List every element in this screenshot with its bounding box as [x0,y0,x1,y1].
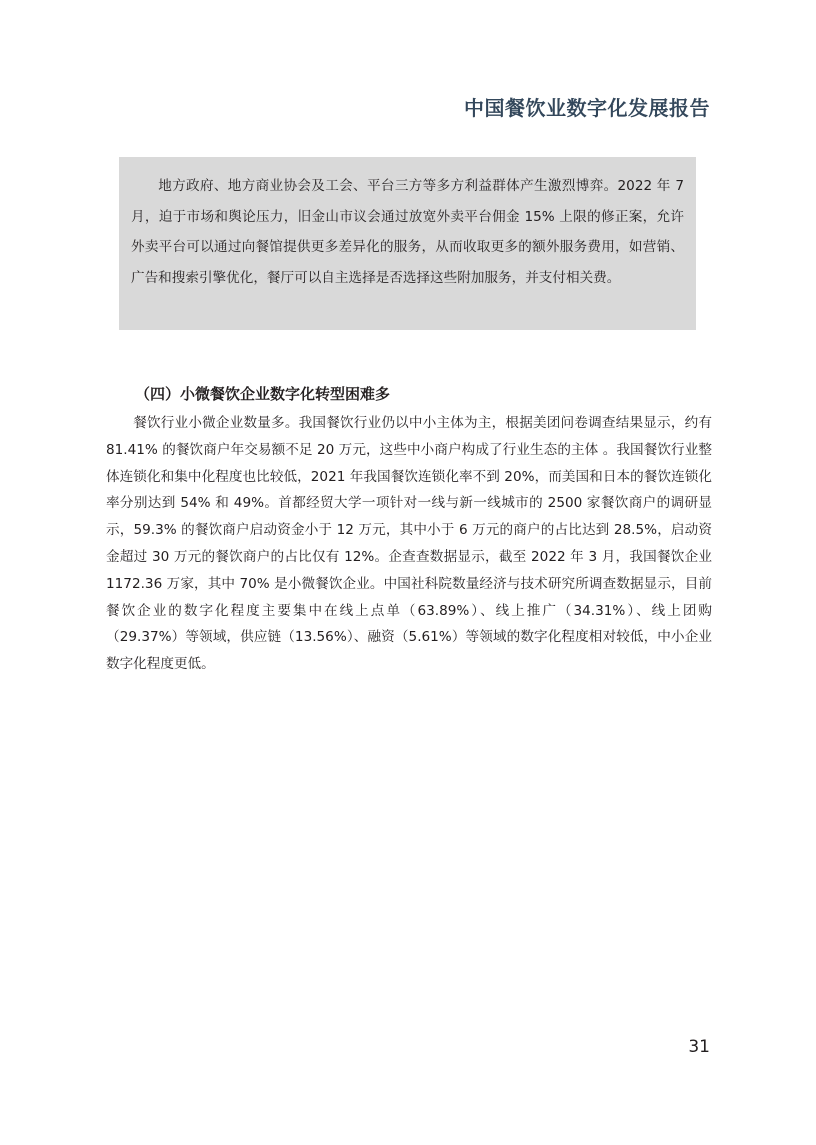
page-number: 31 [688,1037,710,1057]
report-title: 中国餐饮业数字化发展报告 [464,96,710,120]
highlight-box-text: 地方政府、地方商业协会及工会、平台三方等多方利益群体产生激烈博弈。2022 年 7 月，迫于市场和舆论压力，旧金山市议会通过放宽外卖平台佣金 15% 上限的修正案，允许外卖平台可以通过向餐馆提供更多差异化的服务，从而收取更多的额外服务费用，如营销、广告和搜索引擎优化，餐厅可以自主选择是否选择这些附加服务，并支付相关费。 [131,178,684,286]
section-paragraph: 餐饮行业小微企业数量多。我国餐饮行业仍以中小主体为主，根据美团问卷调查结果显示，约有 81.41% 的餐饮商户年交易额不足 20 万元，这些中小商户构成了行业生态的主体 。我国餐饮行业整体连锁化和集中化程度也比较低，2021 年我国餐饮连锁化率不到 20%，而美国和日本的餐饮连锁化率分别达到 54% 和 49%。首都经贸大学一项针对一线与新一线城市的 2500 家餐饮商户的调研显示，59.3% 的餐饮商户启动资金小于 12 万元，其中小于 6 万元的商户的占比达到 28.5%，启动资金超过 30 万元的餐饮商户的占比仅有 12%。企查查数据显示，截至 2022 年 3 月，我国餐饮企业 1172.36 万家，其中 70% 是小微餐饮企业。中国社科院数量经济与技术研究所调查数据显示，目前餐饮企业的数字化程度主要集中在线上点单（63.89%）、线上推广（34.31%）、线上团购（29.37%）等领域，供应链（13.56%）、融资（5.61%）等领域的数字化程度相对较低，中小企业数字化程度更低。 [106,415,712,673]
section-heading: （四）小微餐饮企业数字化转型困难多 [135,385,391,403]
highlight-box [119,157,696,330]
